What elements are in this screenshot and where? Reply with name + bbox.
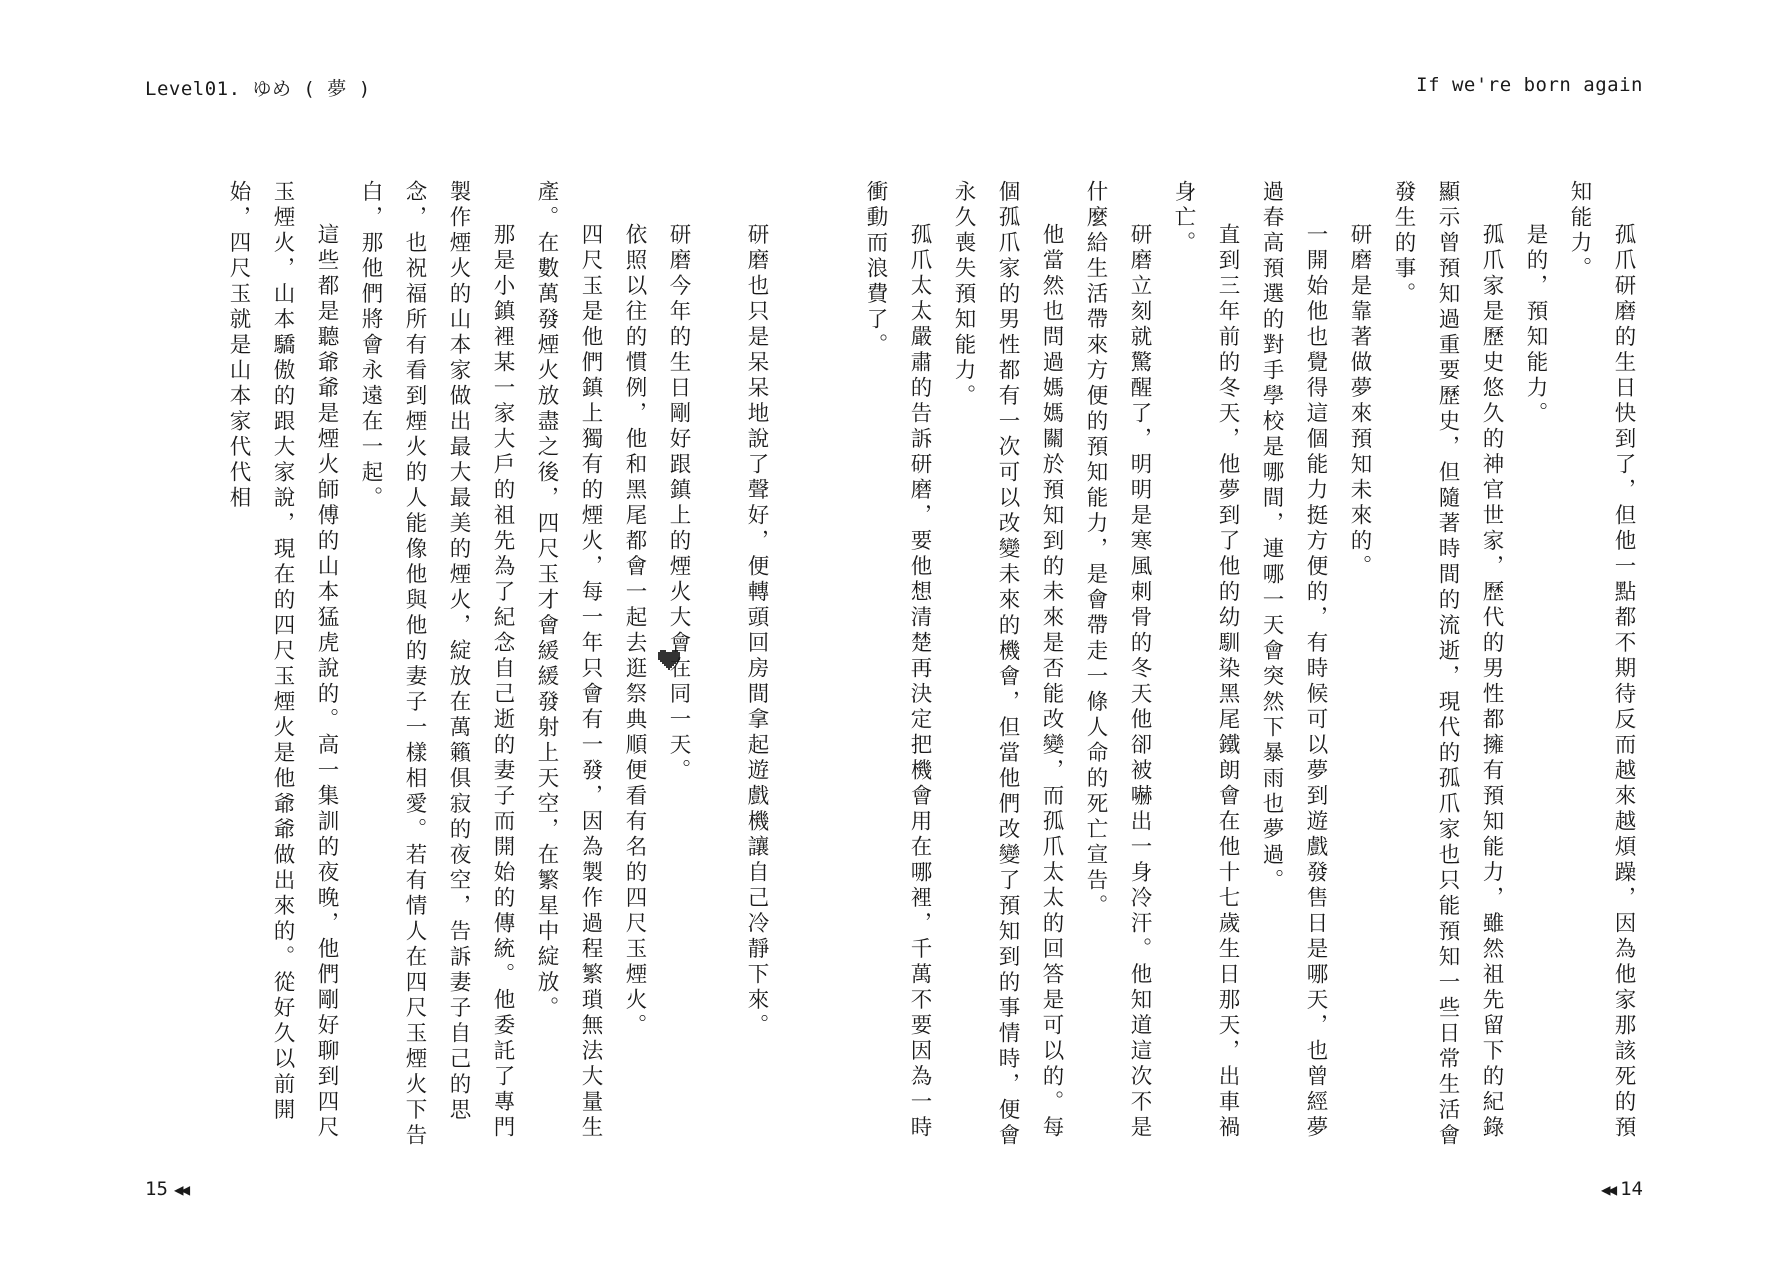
running-header-title: If we're born again <box>1416 74 1643 96</box>
paragraph: 一開始他也覺得這個能力挺方便的，有時候可以夢到遊戲發售日是哪天，也曾經夢過春高預選的對手學校是哪間，連哪一天會突然下暴雨也夢過。 <box>1259 180 1328 1141</box>
page-number-value: 14 <box>1620 1178 1643 1200</box>
right-page-text <box>863 180 1645 1160</box>
double-arrow-left-icon: ◀◀ <box>1600 1179 1615 1199</box>
paragraph: 四尺玉是他們鎮上獨有的煙火，每一年只會有一發，因為製作過程繁瑣無法大量生產。在數萬發煙火放盡之後，四尺玉才會緩緩發射上天空，在繁星中綻放。 <box>534 180 603 1141</box>
paragraph: 那是小鎮裡某一家大戶的祖先為了紀念自己逝的妻子而開始的傳統。他委託了專門製作煙火的山本家做出最大最美的煙火，綻放在萬籟俱寂的夜空，告訴妻子自己的思念，也祝福所有看到煙火的人能像他與他的妻子一樣相愛。若有情人在四尺玉煙火下告白，那他們將會永遠在一起。 <box>358 180 515 1149</box>
page-number-right <box>1601 1178 1643 1200</box>
double-arrow-left-icon: ◀◀ <box>173 1179 188 1199</box>
paragraph: 這些都是聽爺爺是煙火師傅的山本猛虎說的。高一集訓的夜晚，他們剛好聊到四尺玉煙火，山本驕傲的跟大家說，現在的四尺玉煙火是他爺爺做出來的。從好久以前開始，四尺玉就是山本家代代相 <box>226 180 339 1141</box>
paragraph: 直到三年前的冬天，他夢到了他的幼馴染黑尾鐵朗會在他十七歲生日那天，出車禍身亡。 <box>1171 180 1240 1141</box>
page-number-left <box>145 1178 187 1200</box>
paragraph: 是的，預知能力。 <box>1523 223 1548 427</box>
paragraph: 研磨立刻就驚醒了，明明是寒風刺骨的冬天他卻被嚇出一身冷汗。他知道這次不是什麼給生活帶來方便的預知能力，是會帶走一條人命的死亡宣告。 <box>1083 180 1152 1141</box>
paragraph: 研磨是靠著做夢來預知未來的。 <box>1347 223 1372 580</box>
left-page-text <box>130 180 778 1160</box>
paragraph: 孤爪太太嚴肅的告訴研磨，要他想清楚再決定把機會用在哪裡，千萬不要因為一時衝動而浪費了。 <box>863 180 932 1141</box>
paragraph: 依照以往的慣例，他和黑尾都會一起去逛祭典順便看有名的四尺玉煙火。 <box>622 223 647 1039</box>
paragraph: 孤爪家是歷史悠久的神官世家，歷代的男性都擁有預知能力，雖然祖先留下的紀錄顯示曾預知過重要歷史，但隨著時間的流逝，現代的孤爪家也只能預知一些日常生活會發生的事。 <box>1391 180 1504 1149</box>
paragraph: 研磨今年的生日剛好跟鎮上的煙火大會在同一天。 <box>666 223 691 784</box>
paragraph: 他當然也問過媽媽關於預知到的未來是否能改變，而孤爪太太的回答是可以的。每個孤爪家的男性都有一次可以改變未來的機會，但當他們改變了預知到的事情時，便會永久喪失預知能力。 <box>951 180 1064 1149</box>
paragraph: 孤爪研磨的生日快到了，但他一點都不期待反而越來越煩躁，因為他家那該死的預知能力。 <box>1567 180 1636 1141</box>
running-header-chapter: Level01. ゆめ ( 夢 ) <box>145 78 371 100</box>
paragraph: 研磨也只是呆呆地說了聲好，便轉頭回房間拿起遊戲機讓自己冷靜下來。 <box>744 223 769 1039</box>
page-number-value: 15 <box>145 1178 168 1200</box>
